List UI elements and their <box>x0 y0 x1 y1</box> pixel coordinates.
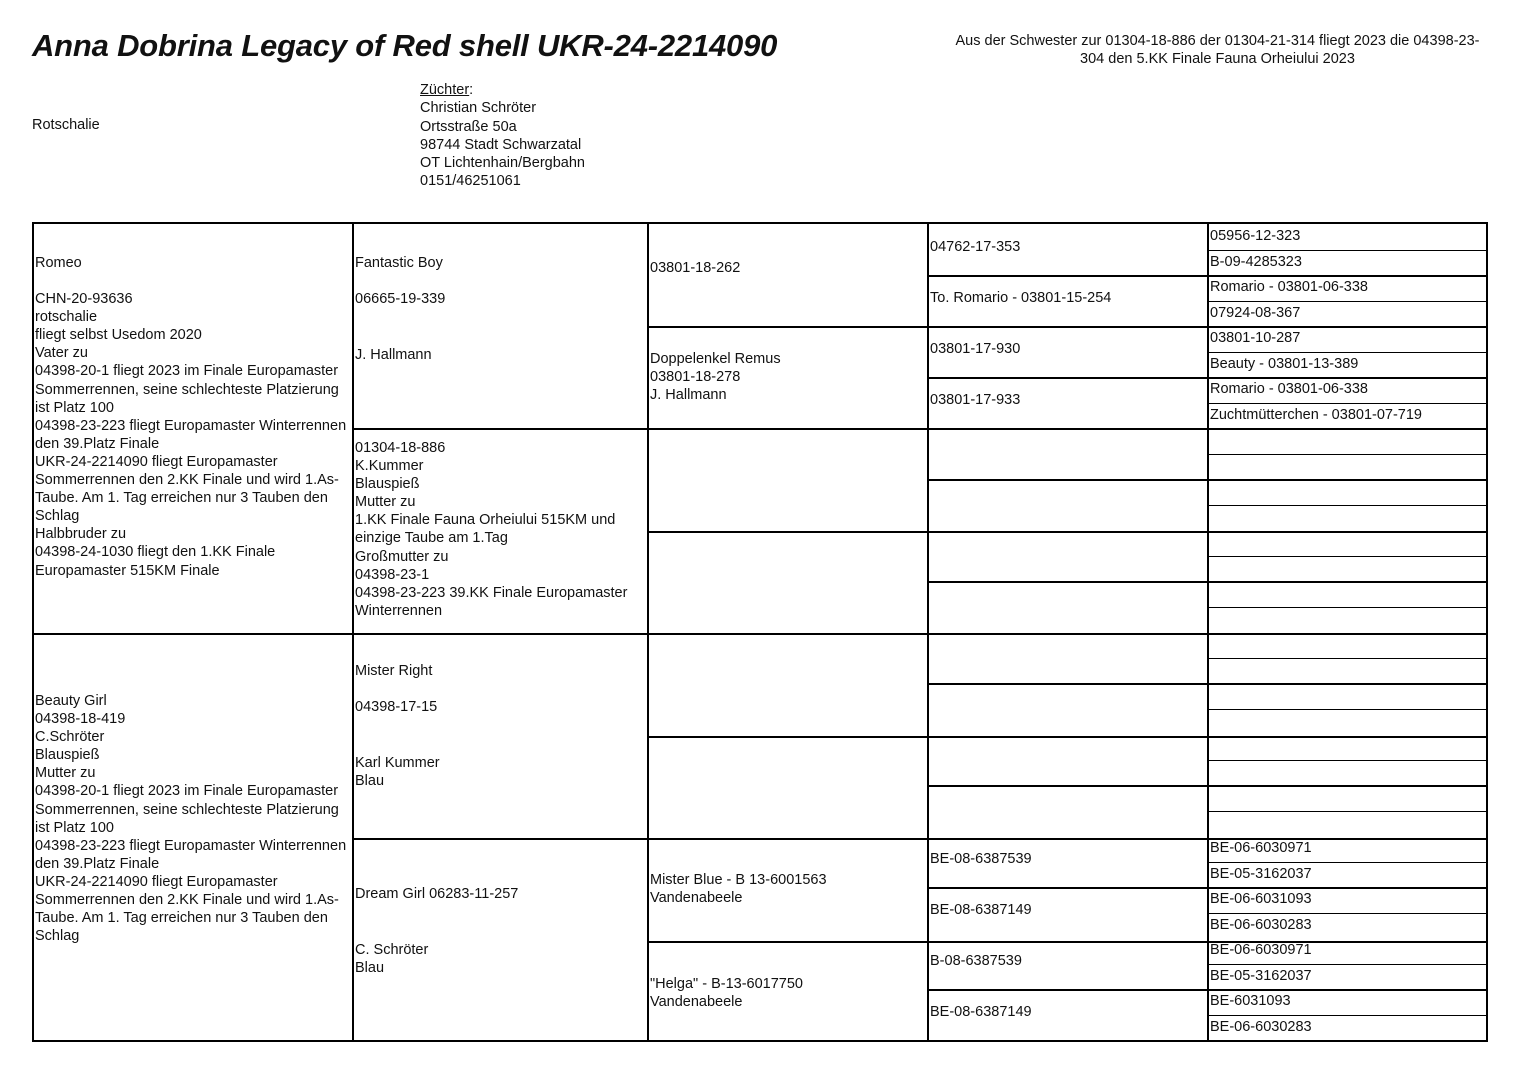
gen5-cell: 03801-10-287 <box>1210 330 1301 346</box>
gen5-divider <box>1209 760 1488 762</box>
color-label: Rotschalie <box>32 117 100 133</box>
gen3-cell <box>649 943 927 1042</box>
gen4-cell <box>929 697 1207 734</box>
gen4-divider <box>929 887 1488 889</box>
gen4-divider <box>929 785 1488 787</box>
gen5-divider <box>1209 250 1488 252</box>
sire-note: Halbbruder zu <box>35 526 127 543</box>
gen4-cell <box>929 544 1207 581</box>
gen4-cell <box>929 799 1207 836</box>
dam-sire-name: Mister Right <box>355 663 433 679</box>
gen5-cell <box>1209 508 1488 531</box>
sire-dam-line: 1.KK Finale Fauna Orheiului 515KM und einzige Taube am 1.Tag <box>355 512 616 547</box>
sire-dam-line: Mutter zu <box>355 494 416 511</box>
gen3-cell <box>649 840 927 941</box>
sire-sire-ring: 06665-19-339 <box>355 291 446 308</box>
gen5-divider <box>1209 403 1488 405</box>
gen4-cell: B-08-6387539 <box>930 953 1022 969</box>
gen5-cell: BE-06-6030283 <box>1210 1018 1312 1035</box>
gen5-divider <box>1209 658 1488 660</box>
gen5-cell: BE-05-3162037 <box>1210 865 1312 882</box>
sire-note: 04398-23-223 fliegt Europamaster Winterrennen den 39.Platz Finale <box>35 417 347 452</box>
gen4-divider <box>929 479 1488 481</box>
gen4-cell: 03801-17-930 <box>930 341 1021 357</box>
sire-note: UKR-24-2214090 fliegt Europamaster Sommerrennen den 2.KK Finale und wird 1.As-Taube. Am 1. Tag erreichen nur 3 Tauben den Schlag <box>35 453 339 525</box>
gen5-divider <box>1209 607 1488 609</box>
gen4-cell: 04762-17-353 <box>930 239 1021 255</box>
sire-dam-line: 04398-23-1 <box>355 566 430 583</box>
dam-dam-name: Dream Girl 06283-11-257 <box>355 886 519 902</box>
gen4-cell: To. Romario - 03801-15-254 <box>930 290 1112 306</box>
gen5-cell: Romario - 03801-06-338 <box>1210 279 1368 295</box>
dam-cell <box>34 635 352 1042</box>
gen5-divider <box>1209 1015 1488 1017</box>
gen5-cell <box>1209 661 1488 684</box>
sire-name: Romeo <box>35 255 82 271</box>
gen3-text: "Helga" - B-13-6017750 <box>650 976 803 992</box>
sire-note: fliegt selbst Usedom 2020 <box>35 327 202 344</box>
gen5-cell <box>1209 686 1488 709</box>
gen5-cell <box>1209 712 1488 735</box>
gen4-divider <box>929 275 1488 277</box>
gen3-text: 03801-18-278 <box>650 369 741 386</box>
dam-dam-color: Blau <box>355 960 385 977</box>
gen5-cell <box>1209 431 1488 454</box>
gen5-divider <box>1209 913 1488 915</box>
gen5-divider <box>1209 301 1488 303</box>
dam-dam-cell <box>354 840 647 1042</box>
gen5-cell <box>1209 814 1488 837</box>
gen5-cell <box>1209 457 1488 480</box>
gen3-text: J. Hallmann <box>650 387 727 404</box>
gen5-cell <box>1209 610 1488 633</box>
gen5-cell: Romario - 03801-06-338 <box>1210 381 1368 397</box>
header-note: Aus der Schwester zur 01304-18-886 der 01304-21-314 fliegt 2023 die 04398-23-304 den 5.KK Finale Fauna Orheiului 2023 <box>955 33 1480 67</box>
dam-line: Blauspieß <box>35 747 100 764</box>
gen5-cell: Beauty - 03801-13-389 <box>1210 355 1359 372</box>
dam-sire-cell <box>354 635 647 838</box>
gen4-divider <box>929 377 1488 379</box>
gen4-cell <box>929 493 1207 530</box>
gen5-cell <box>1209 737 1488 760</box>
pedigree-table <box>32 222 1488 1042</box>
gen3-cell <box>649 328 927 428</box>
gen4-cell <box>929 442 1207 479</box>
sire-dam-line: Blauspieß <box>355 476 420 493</box>
breeder-heading-suffix: : <box>469 82 474 98</box>
gen3-text: Vandenabeele <box>650 994 743 1011</box>
gen5-cell: BE-6031093 <box>1210 993 1291 1009</box>
dam-line: Mutter zu <box>35 765 96 782</box>
gen5-divider <box>1209 556 1488 558</box>
gen5-cell <box>1209 559 1488 582</box>
breeder-name: Christian Schröter <box>420 100 537 117</box>
sire-dam-line: Großmutter zu <box>355 548 449 565</box>
dam-line: UKR-24-2214090 fliegt Europamaster Sommerrennen den 2.KK Finale und wird 1.As-Taube. Am 1. Tag erreichen nur 3 Tauben den Schlag <box>35 873 339 945</box>
sire-color: rotschalie <box>35 309 98 326</box>
gen5-divider <box>1209 709 1488 711</box>
gen4-cell <box>929 646 1207 683</box>
gen4-cell <box>929 748 1207 785</box>
gen5-cell: 07924-08-367 <box>1210 304 1301 321</box>
sire-ring: CHN-20-93636 <box>35 291 133 308</box>
breeder-heading: Züchter <box>420 82 470 98</box>
dam-sire-breeder: Karl Kummer <box>355 755 440 772</box>
gen4-divider <box>929 989 1488 991</box>
gen4-cell <box>929 595 1207 632</box>
gen5-cell: BE-06-6030971 <box>1210 942 1312 958</box>
gen5-cell: BE-06-6031093 <box>1210 891 1312 907</box>
gen3-text: Doppelenkel Remus <box>650 351 781 367</box>
gen5-cell <box>1209 788 1488 811</box>
breeder-district: OT Lichtenhain/Bergbahn <box>420 155 585 172</box>
gen4-cell: BE-08-6387149 <box>930 902 1032 918</box>
gen4-cell: 03801-17-933 <box>930 392 1021 408</box>
sire-dam-line: K.Kummer <box>355 458 424 475</box>
sire-sire-cell <box>354 224 647 428</box>
breeder-info <box>420 81 585 191</box>
gen4-divider <box>929 683 1488 685</box>
dam-sire-ring: 04398-17-15 <box>355 699 438 716</box>
breeder-city: 98744 Stadt Schwarzatal <box>420 136 582 153</box>
dam-line: 04398-20-1 fliegt 2023 im Finale Europamaster Sommerrennen, seine schlechteste Platzierung ist Platz 100 <box>35 783 339 836</box>
sire-sire-breeder: J. Hallmann <box>355 347 432 364</box>
sire-note: Vater zu <box>35 345 88 362</box>
dam-line: 04398-18-419 <box>35 711 126 728</box>
gen5-divider <box>1209 964 1488 966</box>
sire-dam-line: 04398-23-223 39.KK Finale Europamaster Winterrennen <box>355 584 628 619</box>
dam-line: C.Schröter <box>35 729 105 746</box>
dam-dam-breeder: C. Schröter <box>355 942 429 959</box>
sire-cell <box>34 224 352 633</box>
gen5-cell <box>1209 584 1488 607</box>
dam-line: Beauty Girl <box>35 693 107 709</box>
sire-dam-line: 01304-18-886 <box>355 440 446 456</box>
gen5-cell <box>1209 635 1488 658</box>
gen5-cell <box>1209 482 1488 505</box>
sire-note: 04398-20-1 fliegt 2023 im Finale Europamaster Sommerrennen, seine schlechteste Platzierung ist Platz 100 <box>35 363 339 416</box>
gen5-divider <box>1209 862 1488 864</box>
dam-sire-color: Blau <box>355 773 385 790</box>
gen5-cell: Zuchtmütterchen - 03801-07-719 <box>1210 406 1422 423</box>
gen4-divider <box>929 581 1488 583</box>
sire-note: 04398-24-1030 fliegt den 1.KK Finale Europamaster 515KM Finale <box>35 544 276 579</box>
gen5-cell: 05956-12-323 <box>1210 228 1301 244</box>
gen5-cell: BE-06-6030283 <box>1210 916 1312 933</box>
gen4-cell: BE-08-6387149 <box>930 1004 1032 1020</box>
gen5-divider <box>1209 505 1488 507</box>
sire-sire-name: Fantastic Boy <box>355 255 443 271</box>
pedigree-title: Anna Dobrina Legacy of Red shell UKR-24-2214090 <box>32 28 778 63</box>
gen3-text: 03801-18-262 <box>650 260 741 276</box>
gen5-cell: BE-05-3162037 <box>1210 967 1312 984</box>
gen3-text: Mister Blue - B 13-6001563 <box>650 872 827 888</box>
gen3-cell <box>649 224 927 326</box>
breeder-phone: 0151/46251061 <box>420 173 521 190</box>
breeder-street: Ortsstraße 50a <box>420 118 517 135</box>
gen5-cell <box>1209 763 1488 786</box>
dam-line: 04398-23-223 fliegt Europamaster Winterrennen den 39.Platz Finale <box>35 837 347 872</box>
gen5-divider <box>1209 811 1488 813</box>
sire-dam-cell <box>354 430 647 633</box>
gen5-cell <box>1209 533 1488 556</box>
gen5-divider <box>1209 454 1488 456</box>
gen5-divider <box>1209 352 1488 354</box>
gen3-text: Vandenabeele <box>650 890 743 907</box>
gen5-cell: BE-06-6030971 <box>1210 840 1312 856</box>
gen4-cell: BE-08-6387539 <box>930 851 1032 867</box>
gen5-cell: B-09-4285323 <box>1210 253 1302 270</box>
